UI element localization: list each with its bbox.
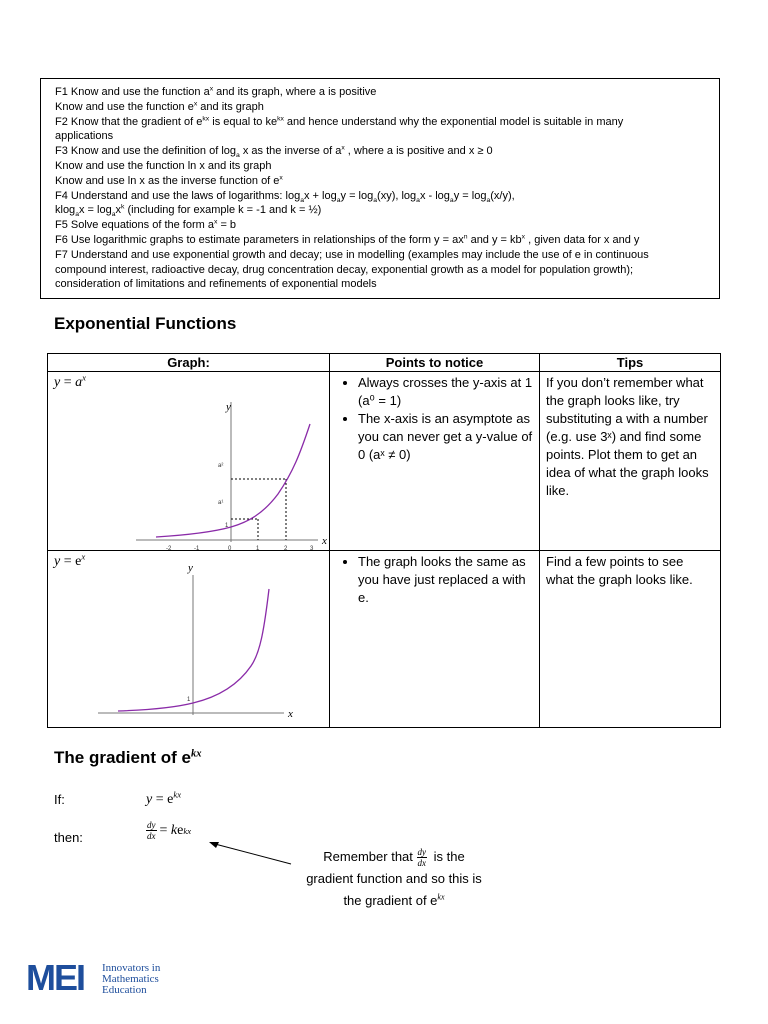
mei-logo-line1: Innovators in: [102, 962, 161, 974]
y-axis-label: y: [188, 562, 193, 574]
header-points: Points to notice: [330, 354, 540, 372]
x-tick-3: 3: [310, 546, 314, 550]
x-tick-1: 1: [256, 546, 260, 550]
exponential-curve-a-x: [156, 424, 310, 537]
points-cell-ax: [330, 372, 540, 551]
x-tick-neg2: -2: [166, 546, 172, 550]
point-crosses-y-axis: • Always crosses the y-axis at 1 (a⁰ = 1): [358, 374, 535, 410]
spec-f7: F7 Understand and use exponential growth and decay; use in modelling (examples may include the use of e in continuous: [55, 248, 649, 261]
spec-f4: F4 Understand and use the laws of logarithms: $\log_ax + \log_ay = \log_a(xy)$, $\log_ax - \log_ay = \log_a(x/y)$,: [55, 189, 515, 204]
points-cell-ex: [330, 551, 540, 728]
header-tips: Tips: [540, 354, 721, 372]
tip-ax: If you don’t remember what the graph looks like, try substituting a with a number (e.g. use 3ˣ) and find some points. Plot them to get an idea of what the graph looks like.: [546, 375, 709, 498]
x-tick-neg1: -1: [194, 546, 200, 550]
y-tick-1: 1: [225, 523, 229, 529]
y-tick-a-one: a¹: [218, 500, 224, 506]
header-graph: Graph:: [48, 354, 330, 372]
point-asymptote: • The x-axis is an asymptote as you can never get a y-value of 0 (aˣ ≠ 0): [358, 410, 535, 464]
specification-box: [40, 78, 720, 299]
y-tick-1: 1: [187, 697, 191, 703]
x-axis-label: x: [288, 708, 293, 720]
section-title-gradient: The gradient of $e^{kx}$: [54, 748, 202, 767]
mei-logo-line2: Mathematics: [102, 973, 159, 985]
equation-y-equals-a-x: $y = a^x$: [54, 372, 86, 390]
graph-cell-ax: [48, 372, 330, 551]
tips-cell-ex: [540, 551, 721, 728]
then-label: then:: [54, 830, 83, 845]
mei-logo: [26, 960, 196, 996]
spec-f1b: Know and use the function $e^x$ and its graph: [55, 100, 264, 113]
spec-f2b: applications: [55, 130, 114, 143]
mei-logo-line3: Education: [102, 984, 147, 996]
equation-y-equals-e-kx: $y = e^{kx}$: [146, 789, 182, 807]
spec-f3c: Know and use ln x as the inverse function of $e^x$: [55, 174, 283, 187]
y-axis-label: y: [226, 401, 231, 413]
spec-f3: F3 Know and use the definition of $\log_a x$ as the inverse of $a^x$ , where a is positive and x ≥ 0: [55, 144, 493, 160]
spec-f2: F2 Know that the gradient of $e^{kx}$ is equal to $ke^{kx}$ and hence understand why the exponential model is suitable in many: [55, 114, 624, 128]
mei-logo-mark: MEI: [26, 960, 85, 996]
x-tick-0: 0: [228, 546, 232, 550]
x-axis-label: x: [322, 535, 327, 547]
y-tick-a-squared: a²: [218, 463, 224, 469]
equation-y-equals-e-x: $y = e^x$: [54, 551, 86, 569]
section-title-exponential-functions: Exponential Functions: [54, 314, 237, 333]
tips-cell-ax: [540, 372, 721, 551]
spec-f7c: consideration of limitations and refinements of exponential models: [55, 278, 377, 291]
spec-f3b: Know and use the function ln x and its graph: [55, 159, 272, 172]
graph-cell-ex: [48, 551, 330, 728]
remember-note: Remember that $\frac{dy}{dx}$ is the gradient function and so this is the gradient of $e^{kx}$: [306, 847, 482, 909]
equation-derivative: $\frac{dy}{dx}$ = k e kx: [147, 820, 192, 841]
if-label: If:: [54, 792, 65, 807]
spec-f5: F5 Solve equations of the form $a^x = b$: [55, 218, 237, 232]
spec-f4b: $klog_ax = \log_ax^k$ (including for example k = -1 and k = ½): [55, 203, 322, 219]
graph-a-to-x: [48, 372, 330, 550]
annotation-arrow: [205, 838, 295, 868]
spec-f6: F6 Use logarithmic graphs to estimate parameters in relationships of the form $y = ax^n$ and $y = kb^x$ , given data for x and y: [55, 233, 640, 246]
spec-f7b: compound interest, radioactive decay, drug concentration decay, exponential growth as a model for population growth);: [55, 263, 634, 276]
dy-dx-fraction: $\frac{dy}{dx}$: [147, 820, 156, 841]
x-tick-2: 2: [284, 546, 288, 550]
graph-e-to-x: [48, 551, 330, 727]
point-same-graph: • The graph looks the same as you have just replaced a with e.: [358, 553, 535, 607]
spec-f1: F1 Know and use the function $a^x$ and its graph, where a is positive: [55, 85, 377, 98]
tip-ex: Find a few points to see what the graph looks like.: [546, 554, 693, 587]
exponential-functions-table: [47, 353, 721, 728]
